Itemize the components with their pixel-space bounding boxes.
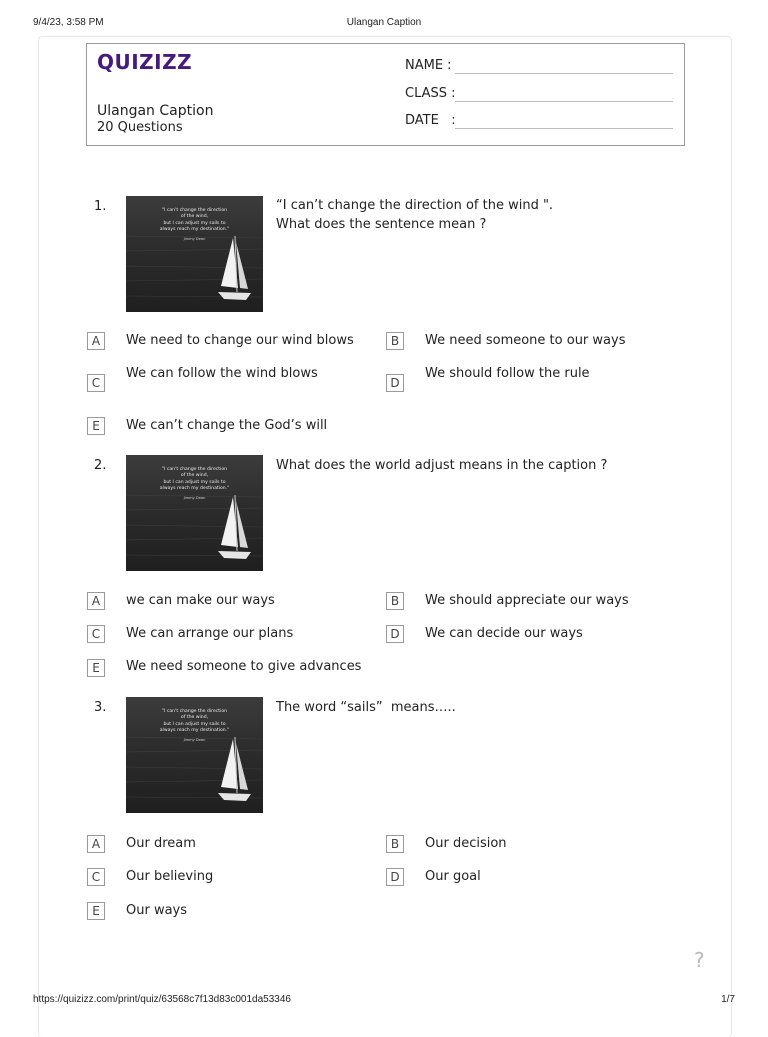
image-quote: "I can't change the direction of the wind, but I can adjust my sails to always reach my destination." Jimmy Dean <box>159 467 230 500</box>
option-b-text[interactable]: We should appreciate our ways <box>425 593 629 608</box>
option-c-box[interactable]: C <box>87 374 105 392</box>
date-line <box>455 128 673 129</box>
option-c-text[interactable]: We can follow the wind blows <box>126 366 318 381</box>
sailboat-quote-image <box>126 455 263 571</box>
option-d-text[interactable]: We can decide our ways <box>425 626 583 641</box>
option-d-box[interactable]: D <box>386 868 404 886</box>
image-quote: "I can't change the direction of the wind, but I can adjust my sails to always reach my destination." Jimmy Dean <box>159 709 230 742</box>
sailboat-quote-image <box>126 196 263 312</box>
name-field <box>405 58 452 73</box>
option-a-box[interactable]: A <box>87 332 105 350</box>
option-c-box[interactable]: C <box>87 625 105 643</box>
question-number: 1. <box>94 199 107 214</box>
option-c-text[interactable]: We can arrange our plans <box>126 626 294 641</box>
print-page-title: Ulangan Caption <box>346 17 422 28</box>
option-b-box[interactable]: B <box>386 835 404 853</box>
quizizz-logo: QUIZIZZ <box>97 50 193 74</box>
question-number: 3. <box>94 700 107 715</box>
option-e-box[interactable]: E <box>87 417 105 435</box>
option-c-text[interactable]: Our believing <box>126 869 214 884</box>
print-datetime: 9/4/23, 3:58 PM <box>33 17 104 28</box>
option-e-box[interactable]: E <box>87 902 105 920</box>
page-number: 1/7 <box>721 994 735 1005</box>
option-b-text[interactable]: We need someone to our ways <box>425 333 626 348</box>
option-a-box[interactable]: A <box>87 835 105 853</box>
question-count: 20 Questions <box>97 120 183 135</box>
option-d-box[interactable]: D <box>386 374 404 392</box>
option-a-text[interactable]: We need to change our wind blows <box>126 333 354 348</box>
option-a-text[interactable]: Our dream <box>126 836 196 851</box>
option-d-box[interactable]: D <box>386 625 404 643</box>
question-text: The word “sails” means….. <box>276 700 456 715</box>
option-c-box[interactable]: C <box>87 868 105 886</box>
option-e-text[interactable]: We need someone to give advances <box>126 659 362 674</box>
name-line <box>455 73 673 74</box>
option-a-box[interactable]: A <box>87 592 105 610</box>
question-number: 2. <box>94 458 107 473</box>
question-text: What does the world adjust means in the caption ? <box>276 458 608 473</box>
browser-print-header <box>0 17 768 31</box>
quiz-title: Ulangan Caption <box>97 103 214 119</box>
option-e-text[interactable]: Our ways <box>126 903 188 918</box>
option-a-text[interactable]: we can make our ways <box>126 593 275 608</box>
option-d-text[interactable]: We should follow the rule <box>425 366 590 381</box>
option-e-text[interactable]: We can’t change the God’s will <box>126 418 328 433</box>
class-field <box>405 86 456 101</box>
image-quote: "I can't change the direction of the wind, but I can adjust my sails to always reach my destination." Jimmy Dean <box>159 208 230 241</box>
sailboat-quote-image <box>126 697 263 813</box>
date-field <box>405 113 456 128</box>
question-text: “I can’t change the direction of the wind ". What does the sentence mean ? <box>276 198 554 232</box>
option-b-text[interactable]: Our decision <box>425 836 507 851</box>
class-line <box>455 101 673 102</box>
date-label: DATE : <box>405 113 456 128</box>
option-b-box[interactable]: B <box>386 332 404 350</box>
browser-print-footer <box>0 994 768 1008</box>
help-icon[interactable]: ? <box>694 948 705 972</box>
name-label: NAME : <box>405 58 452 73</box>
option-d-text[interactable]: Our goal <box>425 869 481 884</box>
print-url: https://quizizz.com/print/quiz/63568c7f13d83c001da53346 <box>33 994 291 1005</box>
class-label: CLASS : <box>405 86 456 101</box>
option-b-box[interactable]: B <box>386 592 404 610</box>
option-e-box[interactable]: E <box>87 659 105 677</box>
